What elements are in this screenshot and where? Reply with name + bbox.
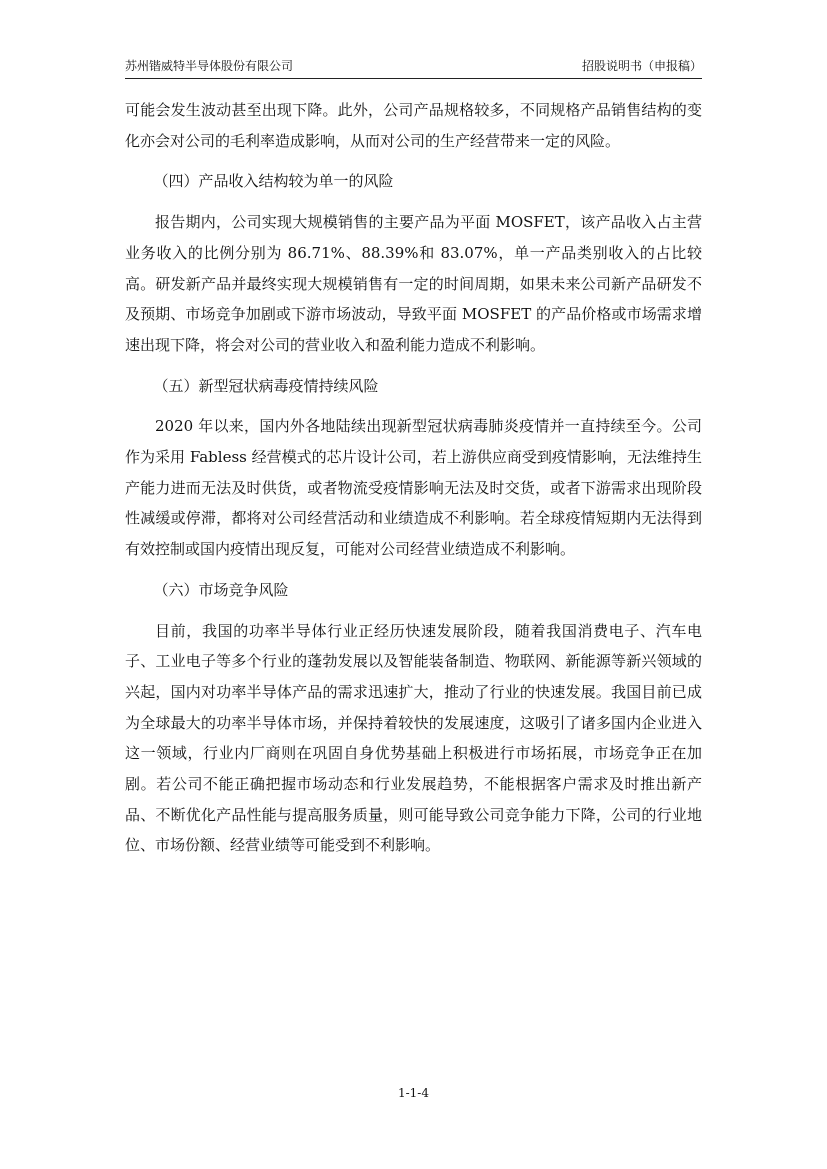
document-body bbox=[125, 95, 702, 861]
paragraph-intro: 可能会发生波动甚至出现下降。此外，公司产品规格较多，不同规格产品销售结构的变化亦会对公司的毛利率造成影响，从而对公司的生产经营带来一定的风险。 bbox=[125, 101, 702, 150]
header-divider bbox=[125, 78, 702, 79]
paragraph-section-5: 2020 年以来，国内外各地陆续出现新型冠状病毒肺炎疫情并一直持续至今。公司作为采用 Fabless 经营模式的芯片设计公司，若上游供应商受到疫情影响，无法维持生产能力进而无法及时供货，或者物流受疫情影响无法及时交货，或者下游需求出现阶段性减缓或停滞，都将对公司经营活动和业绩造成不利影响。若全球疫情短期内无法得到有效控制或国内疫情出现反复，可能对公司经营业绩造成不利影响。 bbox=[125, 417, 702, 559]
header-company-name: 苏州锴威特半导体股份有限公司 bbox=[125, 59, 294, 73]
paragraph-section-4: 报告期内，公司实现大规模销售的主要产品为平面 MOSFET，该产品收入占主营业务收入的比例分别为 86.71%、88.39%和 83.07%，单一产品类别收入的占比较高。研发新产品并最终实现大规模销售有一定的时间周期，如果未来公司新产品研发不及预期、市场竞争加剧或下游市场波动，导致平面 MOSFET 的产品价格或市场需求增速出现下降，将会对公司的营业收入和盈利能力造成不利影响。 bbox=[125, 213, 702, 354]
page-header bbox=[125, 56, 702, 76]
section-heading-4: （四）产品收入结构较为单一的风险 bbox=[153, 172, 394, 191]
page-number: 1-1-4 bbox=[397, 1086, 429, 1100]
section-heading-5: （五）新型冠状病毒疫情持续风险 bbox=[153, 376, 379, 395]
header-document-title: 招股说明书（申报稿） bbox=[581, 59, 702, 73]
paragraph-section-6: 目前，我国的功率半导体行业正经历快速发展阶段，随着我国消费电子、汽车电子、工业电子等多个行业的蓬勃发展以及智能装备制造、物联网、新能源等新兴领域的兴起，国内对功率半导体产品的需求迅速扩大，推动了行业的快速发展。我国目前已成为全球最大的功率半导体市场，并保持着较快的发展速度，这吸引了诸多国内企业进入这一领域，行业内厂商则在巩固自身优势基础上积极进行市场拓展，市场竞争正在加剧。若公司不能正确把握市场动态和行业发展趋势，不能根据客户需求及时推出新产品、不断优化产品性能与提高服务质量，则可能导致公司竞争能力下降，公司的行业地位、市场份额、经营业绩等可能受到不利影响。 bbox=[125, 621, 702, 855]
section-heading-6: （六）市场竞争风险 bbox=[153, 580, 289, 599]
